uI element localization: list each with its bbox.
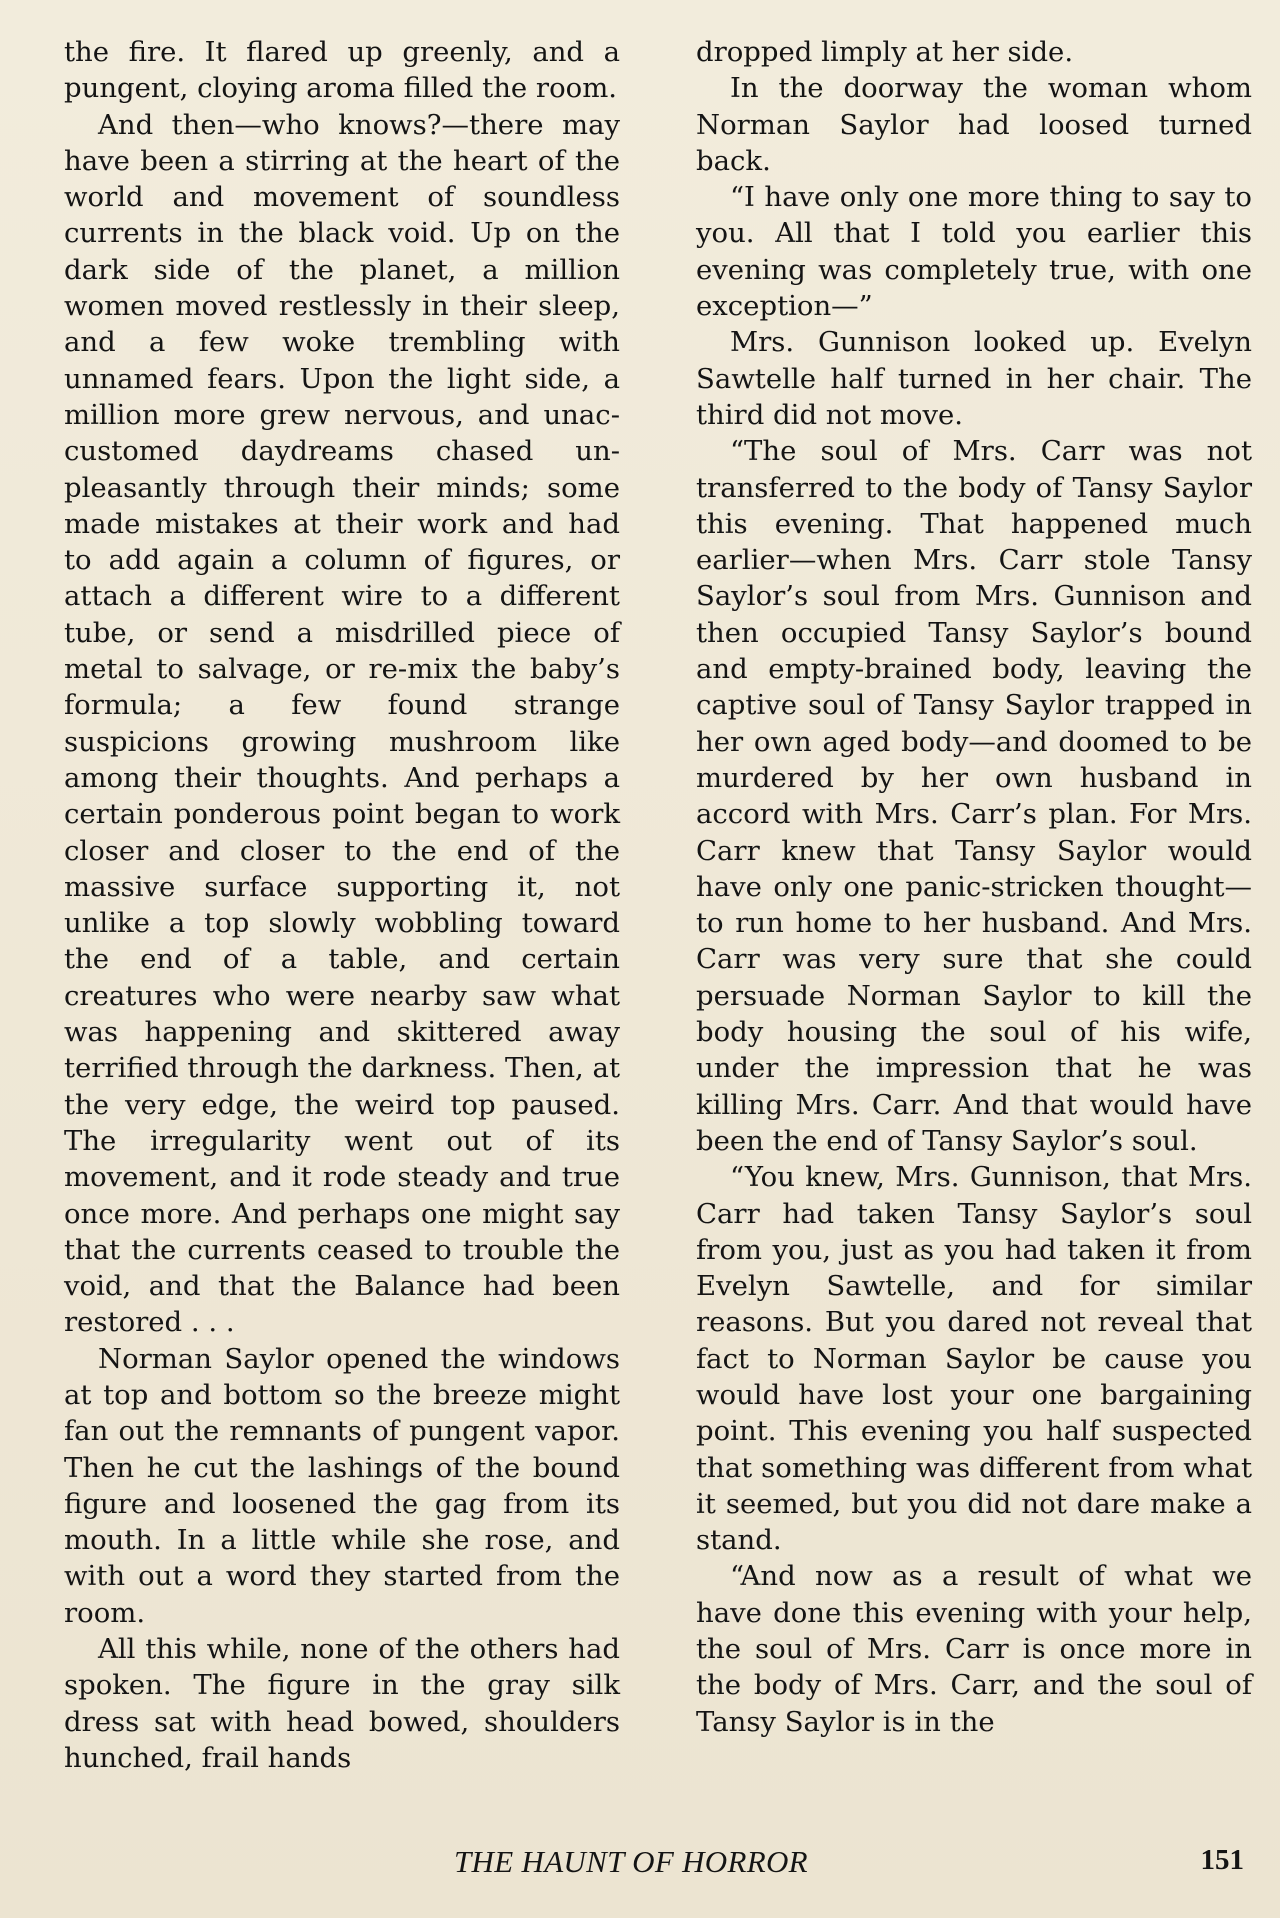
paragraph: Mrs. Gunnison looked up. Evelyn Sawtelle half turned in her chair. The third did not move. <box>696 326 1252 431</box>
text-columns <box>64 34 1252 1776</box>
paragraph: “The soul of Mrs. Carr was not transferred to the body of Tansy Saylor this evening. That happened much earlier—when Mrs. Carr stole Tansy Saylor’s soul from Mrs. Gunnison and then occupied Tansy Saylor’s bound and empty-brained body, leaving the captive soul of Tansy Saylor trapped in her own aged body—and doomed to be murdered by her own husband in accord with Mrs. Carr’s plan. For Mrs. Carr knew that Tansy Saylor would have only one panic-stricken thought—to run home to her husband. And Mrs. Carr was very sure that she could persuade Norman Saylor to kill the body housing the soul of his wife, under the impression that he was killing Mrs. Carr. And that would have been the end of Tansy Saylor’s soul. <box>696 435 1252 1157</box>
running-head: THE HAUNT OF HORROR <box>454 1844 808 1879</box>
paragraph: dropped limply at her side. <box>696 36 1074 68</box>
paragraph: “I have only one more thing to say to you. All that I told you earlier this evening was completely true, with one exception—” <box>696 181 1252 323</box>
right-column <box>696 34 1252 1776</box>
page-footer <box>64 1844 1252 1884</box>
page-number: 151 <box>1200 1844 1244 1876</box>
paragraph: Norman Saylor opened the windows at top and bottom so the breeze might fan out the remnants of pungent vapor. Then he cut the lashings of the bound figure and loosened the gag from its mouth. In a little while she rose, and with out a word they started from the room. <box>64 1342 620 1629</box>
paragraph: “You knew, Mrs. Gunnison, that Mrs. Carr had taken Tansy Saylor’s soul from you, just as you had taken it from Evelyn Sawtelle, and for similar reasons. But you dared not reveal that fact to Norman Saylor be cause you would have lost your one bargaining point. This evening you half suspected that something was different from what it seemed, but you did not dare make a stand. <box>696 1161 1252 1557</box>
paragraph: All this while, none of the others had spoken. The figure in the gray silk dress sat with head bowed, shoulders hunched, frail hands <box>64 1633 620 1774</box>
left-column <box>64 34 620 1776</box>
paragraph: the fire. It flared up greenly, and a pungent, cloying aroma filled the room. <box>64 36 620 105</box>
paragraph: And then—who knows?—there may have been a stirring at the heart of the world and movement of soundless currents in the black void. Up on the dark side of the planet, a million women moved restlessly in their sleep, and a few woke trembling with unnamed fears. Upon the light side, a million more grew nervous, and unaccustomed daydreams chased unpleasantly through their minds; some made mistakes at their work and had to add again a column of figures, or attach a different wire to a different tube, or send a misdrilled piece of metal to salvage, or re-mix the baby’s formula; a few found strange suspicions growing mushroom like among their thoughts. And perhaps a certain ponderous point began to work closer and closer to the end of the massive surface supporting it, not unlike a top slowly wobbling toward the end of a table, and certain creatures who were nearby saw what was happening and skittered away terrified through the darkness. Then, at the very edge, the weird top paused. The irregularity went out of its movement, and it rode steady and true once more. And perhaps one might say that the currents ceased to trouble the void, and that the Balance had been restored . . . <box>64 108 620 1339</box>
paragraph: “And now as a result of what we have done this evening with your help, the soul of Mrs. Carr is once more in the body of Mrs. Carr, and the soul of Tansy Saylor is in the <box>696 1560 1252 1738</box>
paragraph: In the doorway the woman whom Norman Saylor had loosed turned back. <box>696 72 1252 177</box>
